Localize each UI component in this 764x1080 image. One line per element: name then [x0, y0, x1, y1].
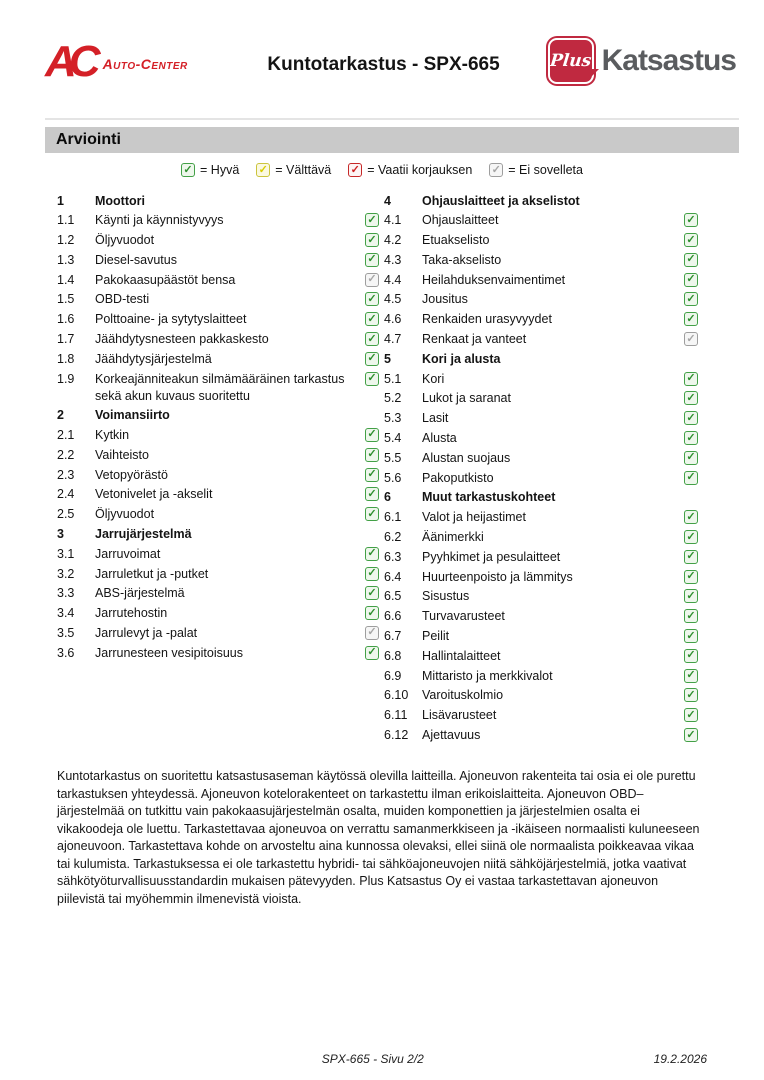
- status-icon-good: ✓: [684, 708, 698, 722]
- item-number: 4.6: [384, 312, 402, 327]
- status-icon-good: ✓: [365, 312, 379, 326]
- item-number: 6.1: [384, 510, 402, 525]
- item-number: 5: [384, 351, 391, 366]
- item-number: 6.12: [384, 728, 409, 743]
- item-number: 1.4: [57, 272, 75, 287]
- item-number: 3: [57, 526, 64, 541]
- checklist-item-row: [384, 249, 698, 269]
- status-icon-good: ✓: [365, 352, 379, 366]
- item-number: 3.6: [57, 645, 75, 660]
- status-icon-good: ✓: [684, 233, 698, 247]
- item-number: 6.7: [384, 629, 402, 644]
- auto-center-logo-mark: AC: [45, 37, 93, 86]
- checklist-item-row: [57, 484, 379, 504]
- status-icon-good: ✓: [365, 292, 379, 306]
- item-label: Pakoputkisto: [422, 470, 494, 485]
- item-number: 4: [384, 193, 391, 208]
- status-icon-good: ✓: [365, 586, 379, 600]
- status-icon-good: ✓: [365, 213, 379, 227]
- status-icon-good: ✓: [365, 468, 379, 482]
- status-icon-good: ✓: [684, 391, 698, 405]
- item-label: Peilit: [422, 629, 450, 644]
- checklist-item-row: [57, 622, 379, 642]
- item-label: Vaihteisto: [95, 447, 149, 462]
- status-icon-good: ✓: [684, 451, 698, 465]
- checklist-item-row: [57, 424, 379, 444]
- checklist-item-row: [57, 583, 379, 603]
- legend-label: = Hyvä: [200, 163, 240, 177]
- status-icon-na: ✓: [365, 273, 379, 287]
- item-number: 6.5: [384, 589, 402, 604]
- item-label: Jäähdytysjärjestelmä: [95, 351, 212, 366]
- checklist-section-row: [57, 190, 379, 210]
- checklist-item-row: [57, 464, 379, 484]
- item-number: 2.2: [57, 447, 75, 462]
- legend-label: = Vaatii korjauksen: [367, 163, 473, 177]
- item-label: Moottori: [95, 193, 145, 208]
- item-label: Öljyvuodot: [95, 507, 155, 522]
- footer-date: 19.2.2026: [653, 1052, 707, 1066]
- checklist-item-row: [384, 645, 698, 665]
- item-label: Käynti ja käynnistyvyys: [95, 213, 224, 228]
- checklist-item-row: [384, 210, 698, 230]
- item-number: 6.3: [384, 549, 402, 564]
- checklist-item-row: [57, 269, 379, 289]
- item-label: Äänimerkki: [422, 530, 484, 545]
- status-icon-good: ✓: [365, 332, 379, 346]
- item-number: 6.4: [384, 569, 402, 584]
- status-icon-na: ✓: [684, 332, 698, 346]
- item-label: Jarrujärjestelmä: [95, 526, 192, 541]
- status-icon-good: ✓: [684, 589, 698, 603]
- item-number: 5.6: [384, 470, 402, 485]
- item-label: Renkaat ja vanteet: [422, 332, 527, 347]
- status-icon-good: ✓: [684, 273, 698, 287]
- item-label: Huurteenpoisto ja lämmitys: [422, 569, 573, 584]
- item-label: Valot ja heijastimet: [422, 510, 526, 525]
- item-label: Jarruvoimat: [95, 546, 161, 561]
- item-label: ABS-järjestelmä: [95, 586, 185, 601]
- item-label: Taka-akselisto: [422, 252, 502, 267]
- status-icon-repair: ✓: [348, 163, 362, 177]
- checklist-item-row: [57, 329, 379, 349]
- legend-item-good: [181, 163, 239, 177]
- item-number: 5.5: [384, 450, 402, 465]
- item-number: 3.4: [57, 606, 75, 621]
- status-icon-good: ✓: [684, 609, 698, 623]
- legend-item-repair: [348, 163, 472, 177]
- item-label: OBD-testi: [95, 292, 150, 307]
- legend-label: = Välttävä: [275, 163, 332, 177]
- auto-center-logo-text: Auto-Center: [102, 56, 188, 72]
- status-icon-na: ✓: [489, 163, 503, 177]
- status-icon-good: ✓: [684, 649, 698, 663]
- checklist-item-row: [384, 626, 698, 646]
- status-icon-good: ✓: [365, 233, 379, 247]
- item-label: Renkaiden urasyvyydet: [422, 312, 552, 327]
- item-label: Vetopyörästö: [95, 467, 168, 482]
- item-number: 6.9: [384, 668, 402, 683]
- item-label: Jarruletkut ja -putket: [95, 566, 209, 581]
- checklist-column-right: [384, 190, 698, 744]
- checklist-item-row: [384, 368, 698, 388]
- item-number: 1.9: [57, 371, 75, 386]
- status-icon-good: ✓: [684, 411, 698, 425]
- page-title: Kuntotarkastus - SPX-665: [267, 54, 500, 75]
- status-legend: [0, 163, 764, 177]
- status-icon-good: ✓: [684, 550, 698, 564]
- item-number: 5.3: [384, 411, 402, 426]
- checklist-item-row: [57, 504, 379, 524]
- status-icon-good: ✓: [684, 570, 698, 584]
- item-number: 4.3: [384, 252, 402, 267]
- page-header: [45, 38, 736, 100]
- item-number: 4.4: [384, 272, 402, 287]
- checklist-column-left: [57, 190, 379, 662]
- item-label: Lisävarusteet: [422, 708, 497, 723]
- checklist-item-row: [57, 444, 379, 464]
- item-label: Etuakselisto: [422, 233, 490, 248]
- item-label: Alusta: [422, 431, 457, 446]
- item-number: 6: [384, 490, 391, 505]
- item-label: Hallintalaitteet: [422, 648, 501, 663]
- checklist-section-row: [384, 487, 698, 507]
- checklist-item-row: [384, 566, 698, 586]
- item-label: Alustan suojaus: [422, 450, 511, 465]
- status-icon-good: ✓: [684, 312, 698, 326]
- item-label: Lukot ja saranat: [422, 391, 511, 406]
- item-number: 5.1: [384, 371, 402, 386]
- checklist-item-row: [384, 685, 698, 705]
- checklist-item-row: [384, 329, 698, 349]
- status-icon-good: ✓: [684, 688, 698, 702]
- status-icon-good: ✓: [365, 606, 379, 620]
- item-label: Polttoaine- ja sytytyslaitteet: [95, 312, 247, 327]
- checklist-item-row: [384, 269, 698, 289]
- item-label: Jarrutehostin: [95, 606, 168, 621]
- checklist-item-row: [384, 408, 698, 428]
- checklist-item-row: [384, 606, 698, 626]
- checklist-item-row: [57, 368, 379, 405]
- item-label: Ajettavuus: [422, 728, 481, 743]
- item-number: 2: [57, 408, 64, 423]
- item-number: 4.5: [384, 292, 402, 307]
- plus-badge-text: Plus: [548, 51, 593, 71]
- status-icon-good: ✓: [365, 487, 379, 501]
- status-icon-good: ✓: [684, 530, 698, 544]
- item-label: Öljyvuodot: [95, 233, 155, 248]
- item-label: Kori: [422, 371, 445, 386]
- status-icon-good: ✓: [684, 372, 698, 386]
- item-number: 2.1: [57, 427, 75, 442]
- checklist-item-row: [57, 210, 379, 230]
- item-label: Pakokaasupäästöt bensa: [95, 272, 236, 287]
- checklist-item-row: [384, 309, 698, 329]
- item-label: Jäähdytysnesteen pakkaskesto: [95, 332, 269, 347]
- status-icon-good: ✓: [684, 669, 698, 683]
- disclaimer-text: Kuntotarkastus on suoritettu katsastusaseman käytössä olevilla laitteilla. Ajoneuvon rakenteita tai osia ei ole purettu tarkastuksen yhteydessä. Ajoneuvon kotelorakenteet on tarkastettu ilman erikoislaitteita. Ajoneuvon OBD–järjestelmää on tutkittu vain pakokaasujärjestelmän osalta, muiden komponettien ja järjestelmien osalta ei vikakoodeja ole luettu. Tarkastettavaa ajoneuvoa on verrattu samanmerkkiseen ja -ikäiseen normaalisti kuluneeseen ajoneuvoon. Tarkastettava kohde on arvosteltu aina kunnossa olevaksi, ellei siinä ole normaalista poikkeavaa vikaa tai kulumista. Tarkastuksessa ei ole tarkastettu hybridi- tai sähköajoneuvojen niitä sähköjärjestelmiä, jotka vaativat sähkötyöturvallisuusstandardin mukaisen pätevyyden. Plus Katsastus Oy ei vastaa tarkastettavan ajoneuvon piilevistä tai myöhemmin ilmenevistä vioista.: [57, 769, 700, 906]
- item-number: 3.1: [57, 546, 75, 561]
- status-icon-good: ✓: [365, 372, 379, 386]
- status-icon-good: ✓: [684, 471, 698, 485]
- item-number: 4.1: [384, 213, 402, 228]
- checklist-item-row: [384, 507, 698, 527]
- status-icon-good: ✓: [365, 567, 379, 581]
- checklist-item-row: [57, 289, 379, 309]
- checklist-section-row: [57, 523, 379, 543]
- status-icon-good: ✓: [684, 213, 698, 227]
- checklist-item-row: [57, 563, 379, 583]
- status-icon-good: ✓: [684, 510, 698, 524]
- legend-item-na: [489, 163, 583, 177]
- item-number: 6.8: [384, 648, 402, 663]
- item-label: Mittaristo ja merkkivalot: [422, 668, 553, 683]
- page-number: SPX-665 - Sivu 2/2: [321, 1052, 424, 1066]
- checklist-item-row: [384, 447, 698, 467]
- legend-item-fair: [256, 163, 331, 177]
- item-label: Sisustus: [422, 589, 470, 604]
- item-label: Voimansiirto: [95, 408, 170, 423]
- item-number: 4.7: [384, 332, 402, 347]
- status-icon-good: ✓: [684, 629, 698, 643]
- plus-badge-tail: [590, 69, 599, 78]
- checklist-item-row: [57, 603, 379, 623]
- checklist-item-row: [384, 665, 698, 685]
- checklist-item-row: [384, 586, 698, 606]
- page-footer: [57, 1052, 707, 1068]
- item-number: 1.3: [57, 252, 75, 267]
- checklist-item-row: [384, 527, 698, 547]
- item-number: 2.5: [57, 507, 75, 522]
- item-number: 6.10: [384, 688, 409, 703]
- checklist-section-row: [384, 348, 698, 368]
- auto-center-logo: [45, 37, 188, 86]
- item-number: 5.4: [384, 431, 402, 446]
- item-label: Jarrunesteen vesipitoisuus: [95, 645, 243, 660]
- checklist-item-row: [57, 642, 379, 662]
- checklist-item-row: [384, 289, 698, 309]
- item-number: 1.5: [57, 292, 75, 307]
- checklist-section-row: [57, 405, 379, 425]
- status-icon-na: ✓: [365, 626, 379, 640]
- item-number: 5.2: [384, 391, 402, 406]
- status-icon-good: ✓: [684, 253, 698, 267]
- item-number: 1.6: [57, 312, 75, 327]
- item-number: 6.6: [384, 609, 402, 624]
- checklist-item-row: [57, 348, 379, 368]
- item-number: 1: [57, 193, 64, 208]
- status-icon-good: ✓: [365, 428, 379, 442]
- checklist-item-row: [57, 543, 379, 563]
- status-icon-good: ✓: [365, 448, 379, 462]
- status-icon-good: ✓: [365, 547, 379, 561]
- item-number: 2.4: [57, 487, 75, 502]
- item-number: 1.1: [57, 213, 75, 228]
- checklist-section-row: [384, 190, 698, 210]
- item-number: 3.2: [57, 566, 75, 581]
- item-number: 1.8: [57, 351, 75, 366]
- item-number: 3.3: [57, 586, 75, 601]
- status-icon-fair: ✓: [256, 163, 270, 177]
- item-number: 6.11: [384, 708, 408, 723]
- item-label: Vetonivelet ja -akselit: [95, 487, 213, 502]
- status-icon-good: ✓: [365, 507, 379, 521]
- legend-label: = Ei sovelleta: [508, 163, 583, 177]
- checklist-item-row: [384, 705, 698, 725]
- item-label: Korkeajänniteakun silmämääräinen tarkastus sekä akun kuvaus suoritettu: [95, 371, 345, 403]
- section-heading: Arviointi: [45, 127, 739, 153]
- checklist-item-row: [384, 725, 698, 745]
- header-divider: [45, 118, 739, 120]
- checklist-item-row: [384, 467, 698, 487]
- item-label: Turvavarusteet: [422, 609, 505, 624]
- status-icon-good: ✓: [684, 431, 698, 445]
- status-icon-good: ✓: [684, 728, 698, 742]
- item-label: Kori ja alusta: [422, 351, 501, 366]
- item-label: Pyyhkimet ja pesulaitteet: [422, 549, 561, 564]
- item-label: Diesel-savutus: [95, 252, 177, 267]
- item-label: Varoituskolmio: [422, 688, 504, 703]
- item-label: Muut tarkastuskohteet: [422, 490, 556, 505]
- plus-katsastus-logo: [548, 38, 736, 84]
- katsastus-logo-text: Katsastus: [601, 44, 736, 77]
- checklist-item-row: [57, 249, 379, 269]
- checklist-item-row: [57, 309, 379, 329]
- item-label: Kytkin: [95, 427, 130, 442]
- item-number: 1.7: [57, 332, 75, 347]
- item-label: Jousitus: [422, 292, 468, 307]
- item-number: 1.2: [57, 233, 75, 248]
- status-icon-good: ✓: [181, 163, 195, 177]
- checklist-item-row: [57, 230, 379, 250]
- item-label: Ohjauslaitteet: [422, 213, 499, 228]
- plus-badge-icon: [548, 38, 594, 84]
- checklist-item-row: [384, 546, 698, 566]
- checklist-item-row: [384, 388, 698, 408]
- status-icon-good: ✓: [365, 646, 379, 660]
- item-label: Ohjauslaitteet ja akselistot: [422, 193, 580, 208]
- item-label: Jarrulevyt ja -palat: [95, 625, 198, 640]
- checklist-item-row: [384, 428, 698, 448]
- checklist-item-row: [384, 230, 698, 250]
- item-label: Heilahduksenvaimentimet: [422, 272, 566, 287]
- status-icon-good: ✓: [365, 253, 379, 267]
- item-number: 4.2: [384, 233, 402, 248]
- item-number: 6.2: [384, 530, 402, 545]
- item-label: Lasit: [422, 411, 449, 426]
- status-icon-good: ✓: [684, 292, 698, 306]
- item-number: 2.3: [57, 467, 75, 482]
- item-number: 3.5: [57, 625, 75, 640]
